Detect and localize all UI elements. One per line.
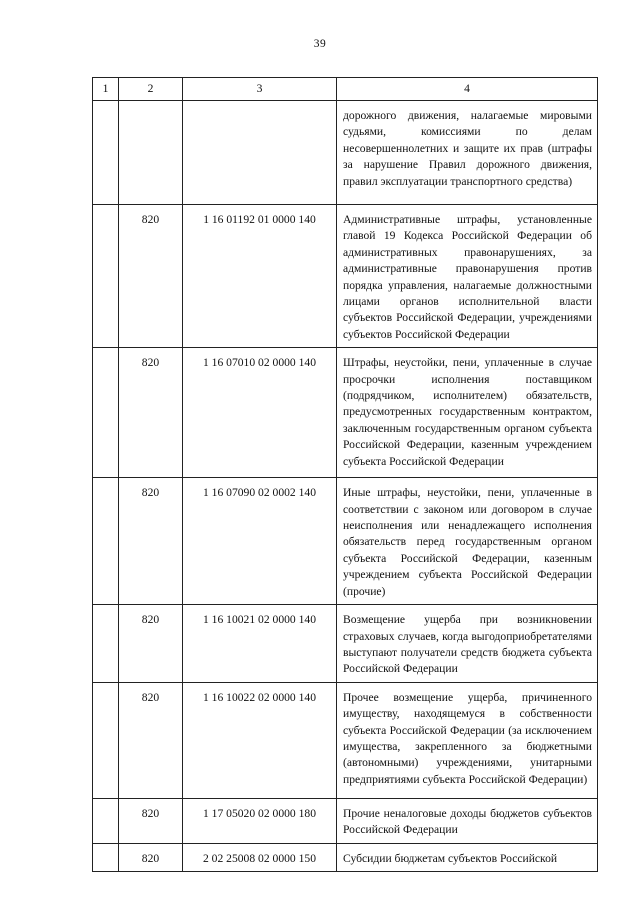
row-number-cell — [93, 101, 119, 205]
admin-code-cell — [119, 101, 183, 205]
table-row — [93, 843, 598, 871]
revenue-description-cell: Иные штрафы, неустойки, пени, уплаченные в соответствии с законом или договором в случае неисполнения или ненадлежащего исполнения обязательств перед государственным органом субъекта Российской Федерации, казенным учреждением субъекта Российской Федерации (прочие) — [337, 478, 598, 605]
table-row — [93, 605, 598, 683]
budget-code-cell — [183, 101, 337, 205]
row-number-cell — [93, 682, 119, 798]
table-row — [93, 798, 598, 843]
table-row — [93, 101, 598, 205]
table-header-row — [93, 78, 598, 101]
revenue-description-cell: Штрафы, неустойки, пени, уплаченные в случае просрочки исполнения поставщиком (подрядчиком, исполнителем) обязательств, предусмотренных государственным контрактом, заключенным государственным органом субъекта Российской Федерации, казенным учреждением субъекта Российской Федерации — [337, 348, 598, 478]
admin-code-cell: 820 — [119, 843, 183, 871]
table-row — [93, 348, 598, 478]
admin-code-cell: 820 — [119, 205, 183, 348]
budget-code-cell: 1 16 10021 02 0000 140 — [183, 605, 337, 683]
revenue-description-cell: Возмещение ущерба при возникновении страховых случаев, когда выгодоприобретателями выступают получатели средств бюджета субъекта Российской Федерации — [337, 605, 598, 683]
admin-code-cell: 820 — [119, 682, 183, 798]
column-header-3: 3 — [183, 78, 337, 101]
budget-code-cell: 1 16 07090 02 0002 140 — [183, 478, 337, 605]
revenue-description-cell: Субсидии бюджетам субъектов Российской — [337, 843, 598, 871]
row-number-cell — [93, 348, 119, 478]
budget-code-cell: 1 17 05020 02 0000 180 — [183, 798, 337, 843]
row-number-cell — [93, 605, 119, 683]
table-row — [93, 478, 598, 605]
budget-code-cell: 1 16 07010 02 0000 140 — [183, 348, 337, 478]
row-number-cell — [93, 843, 119, 871]
admin-code-cell: 820 — [119, 478, 183, 605]
budget-code-cell: 2 02 25008 02 0000 150 — [183, 843, 337, 871]
admin-code-cell: 820 — [119, 348, 183, 478]
revenue-description-cell: Прочие неналоговые доходы бюджетов субъектов Российской Федерации — [337, 798, 598, 843]
table-row — [93, 682, 598, 798]
column-header-1: 1 — [93, 78, 119, 101]
budget-code-cell: 1 16 01192 01 0000 140 — [183, 205, 337, 348]
revenue-description-cell: Административные штрафы, установленные главой 19 Кодекса Российской Федерации об административных правонарушениях, за административные правонарушения против порядка управления, налагаемые должностными лицами органов исполнительной власти субъектов Российской Федерации, учреждениями субъектов Российской Федерации — [337, 205, 598, 348]
budget-revenue-table — [92, 77, 598, 872]
revenue-description-cell: Прочее возмещение ущерба, причиненного имуществу, находящемуся в собственности субъекта Российской Федерации (за исключением имущества, закрепленного за бюджетными (автономными) учреждениями, унитарными предприятиями субъекта Российской Федерации) — [337, 682, 598, 798]
admin-code-cell: 820 — [119, 798, 183, 843]
page-number: 39 — [313, 38, 327, 50]
budget-code-cell: 1 16 10022 02 0000 140 — [183, 682, 337, 798]
table-row — [93, 205, 598, 348]
column-header-2: 2 — [119, 78, 183, 101]
row-number-cell — [93, 478, 119, 605]
column-header-4: 4 — [337, 78, 598, 101]
row-number-cell — [93, 798, 119, 843]
admin-code-cell: 820 — [119, 605, 183, 683]
revenue-description-cell: дорожного движения, налагаемые мировыми судьями, комиссиями по делам несовершеннолетних и защите их прав (штрафы за нарушение Правил дорожного движения, правил эксплуатации транспортного средства) — [337, 101, 598, 205]
row-number-cell — [93, 205, 119, 348]
